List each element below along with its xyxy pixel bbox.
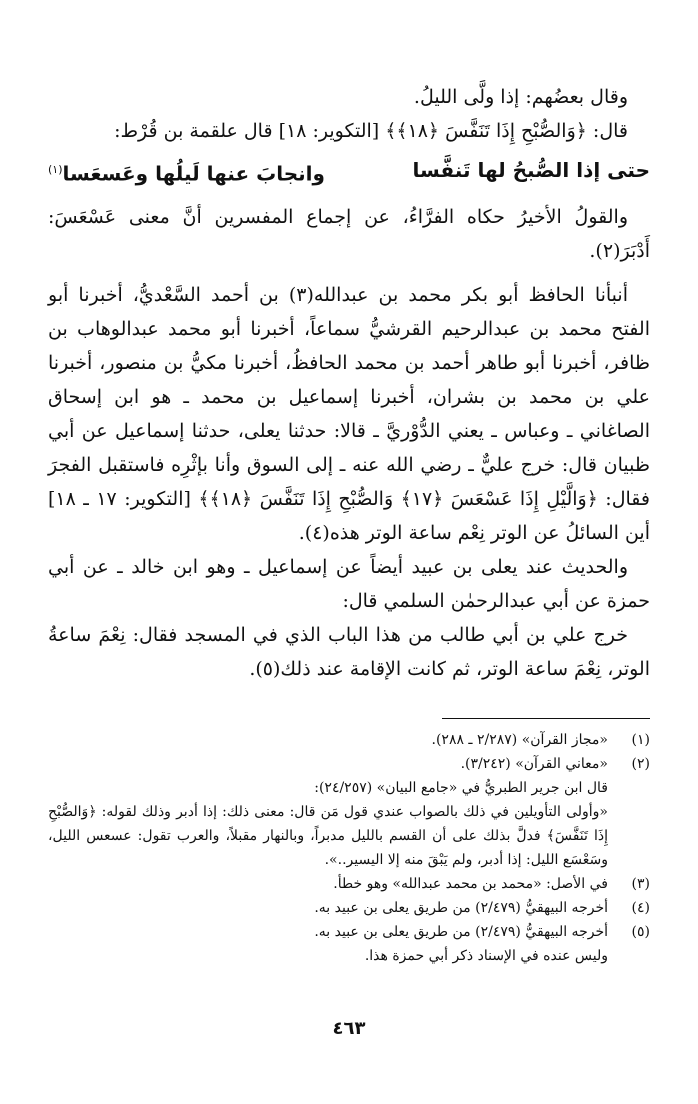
footnote-line: أخرجه البيهقيُّ (٢/٤٧٩) من طريق يعلى بن عبيد به. [314,924,608,940]
footnote [48,752,650,872]
footnote-line: أخرجه البيهقيُّ (٢/٤٧٩) من طريق يعلى بن عبيد به. [314,900,608,916]
footnote [48,896,650,920]
paragraph-4: أنبأنا الحافظ أبو بكر محمد بن عبدالله(٣) بن أحمد السَّعْديُّ، أخبرنا أبو الفتح محمد بن عبدالرحيم القرشيُّ سماعاً، أخبرنا أبو محمد عبدالوهاب بن ظافر، أخبرنا أبو طاهر أحمد بن محمد الحافظُ، أخبرنا مكيُّ بن منصور، أخبرنا علي بن محمد بن بشران، أخبرنا إسماعيل بن محمد ـ هو ابن إسحاق الصاغاني ـ وعباس ـ يعني الدُّوْريَّ ـ قالا: حدثنا يعلى، حدثنا إسماعيل عن أبي ظبيان قال: خرج عليٌّ ـ رضي الله عنه ـ إلى السوق وأنا بإثْرِه فاستقبل الفجرَ فقال: ﴿وَالَّيْلِ إِذَا عَسْعَسَ ﴿١٧﴾ وَالصُّبْحِ إِذَا تَنَفَّسَ ﴿١٨﴾﴾ [التكوير: ١٧ ـ ١٨] أين السائلُ عن الوتر نِعْم ساعة الوتر هذه(٤). [48,283,650,544]
paragraph-2: قال: ﴿وَالصُّبْحِ إِذَا تَنَفَّسَ ﴿١٨﴾﴾ [التكوير: ١٨] قال علقمة بن قُرْط: [114,120,628,142]
paragraph-3: والقولُ الأخيرُ حكاه الفرَّاءُ، عن إجماع المفسرين أنَّ معنى عَسْعَسَ: أَدْبَرَ(٢). [48,205,650,262]
footnote-number: (١) [631,732,650,748]
footnote-number: (٤) [631,900,650,916]
footnote-number: (٥) [631,924,650,940]
footnote-line: قال ابن جرير الطبريُّ في «جامع البيان» (٢٤/٢٥٧): [314,780,608,796]
poetry-verse [48,150,650,194]
footnotes [48,728,650,968]
footnote-line: في الأصل: «محمد بن محمد عبدالله» وهو خطأ. [333,876,608,892]
main-text [48,80,650,686]
footnote [48,872,650,896]
footnote-line: «مجاز القرآن» (٢/٢٨٧ ـ ٢٨٨). [431,732,608,748]
footnote-divider [442,718,650,719]
footnote-line: «معاني القرآن» (٣/٢٤٢). [460,756,608,772]
verse-hemistich-1: حتى إذا الصُّبحُ لها تَنفَّسا [412,158,650,182]
verse-hemistich-2: وانجابَ عنها لَيلُها وعَسعَسا$^{(١)}$ [48,161,325,186]
paragraph-1: وقال بعضُهم: إذا ولَّى الليلُ. [413,86,628,108]
footnote-line: وليس عنده في الإسناد ذكر أبي حمزة هذا. [364,948,608,964]
footnote [48,920,650,968]
footnote-line: «وأولى التأويلين في ذلك بالصواب عندي قول مَن قال: معنى ذلك: إذا أدبر وذلك لقوله: ﴿وَالصُّبْحِ إِذَا تَنَفَّسَ﴾ فدلَّ بذلك على أن القسم بالليل مدبراً، وبالنهار مقبلاً، والعرب تقول: عسعس الليل، وسَعْسَع الليل: إذا أدبر، ولم يَبْقَ منه إلا اليسير..». [48,804,608,868]
page-number: ٤٦٣ [332,1018,366,1039]
verse-footnote-ref: (١) [48,163,63,176]
paragraph-6: خرج علي بن أبي طالب من هذا الباب الذي في المسجد فقال: نِعْمَ ساعةُ الوتر، نِعْمَ ساعة الوتر، ثم كانت الإقامة عند ذلك(٥). [48,623,650,680]
footnote-number: (٢) [631,756,650,772]
footnote [48,728,650,752]
footnote-number: (٣) [631,876,650,892]
paragraph-5: والحديث عند يعلى بن عبيد أيضاً عن إسماعيل ـ وهو ابن خالد ـ عن أبي حمزة عن أبي عبدالرحمٰن السلمي قال: [48,555,650,612]
